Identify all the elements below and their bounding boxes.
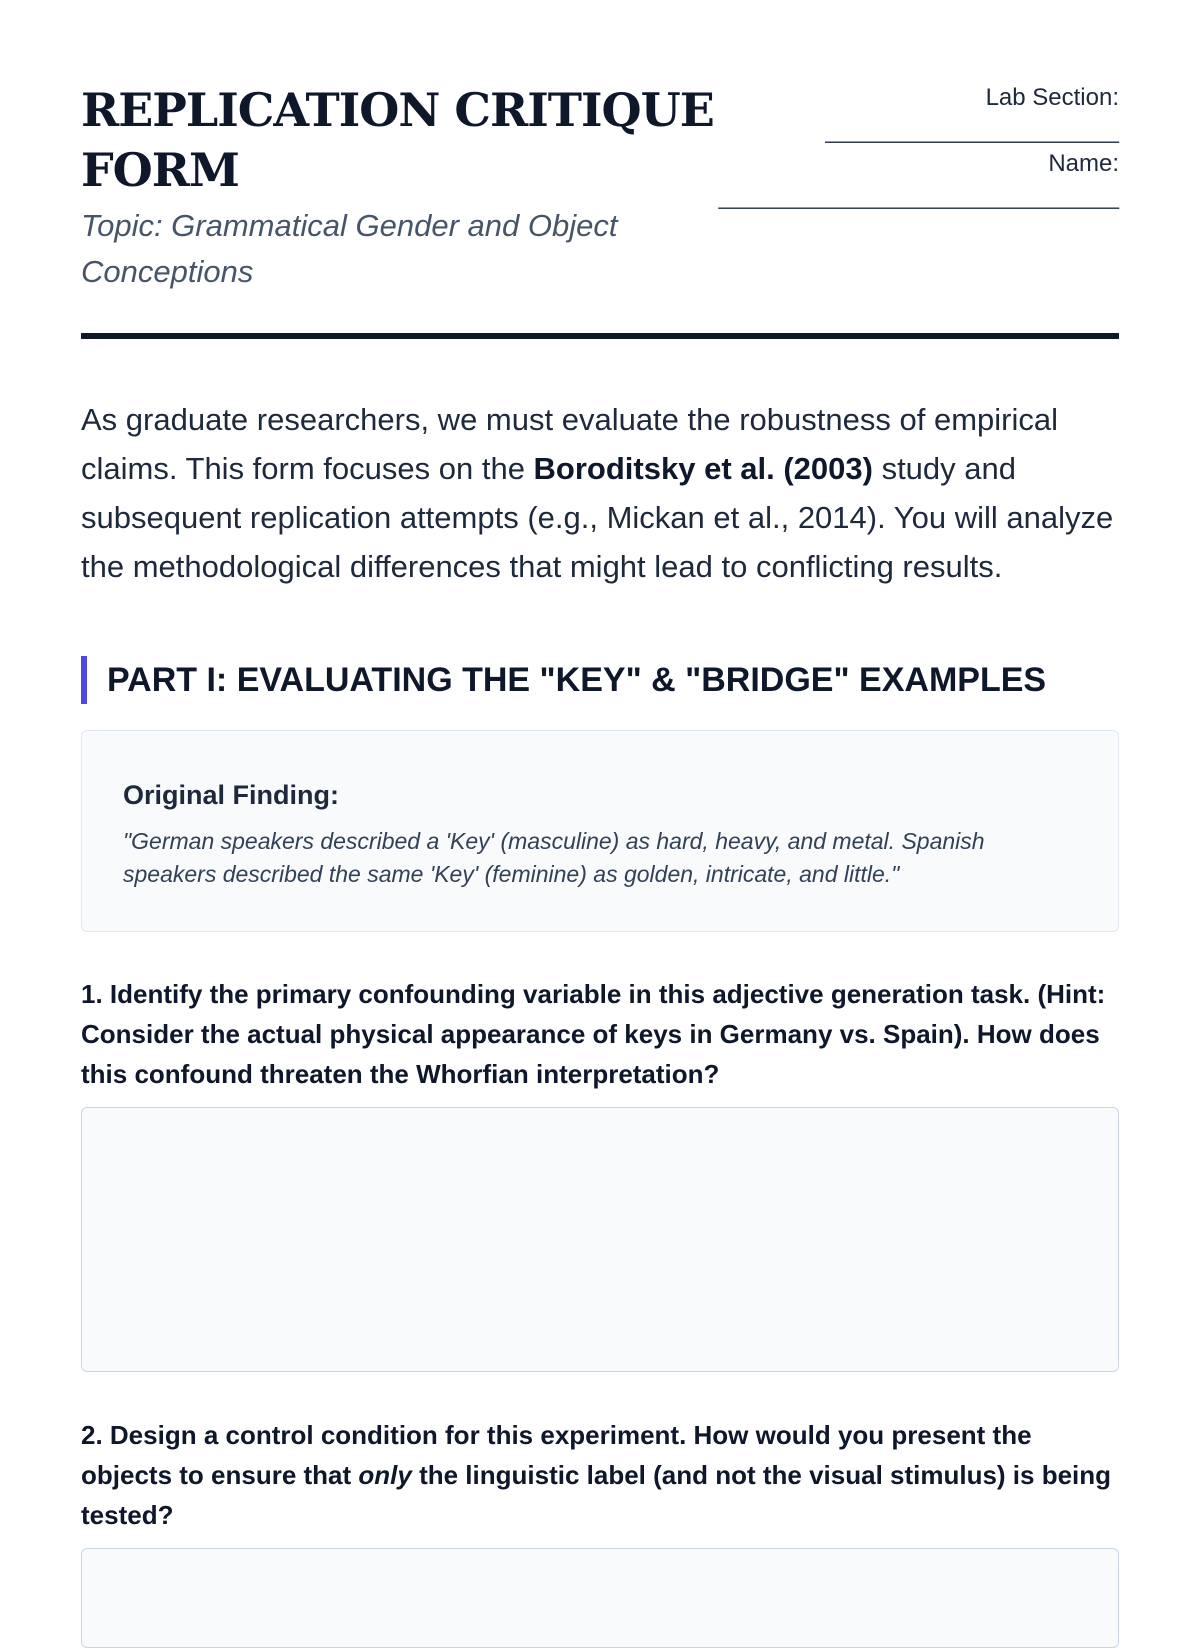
lab-section-field[interactable]: ______________________ <box>825 117 1119 144</box>
original-finding-quote: "German speakers described a 'Key' (masculine) as hard, heavy, and metal. Spanish speakers described the same 'Key' (feminine) as golden, intricate, and little." <box>123 828 985 887</box>
lab-section-label: Lab Section: <box>985 84 1119 111</box>
name-field[interactable]: ______________________________ <box>718 183 1119 210</box>
question-1: 1. Identify the primary confounding variable in this adjective generation task. (Hint: Consider the actual physical appearance of keys in Germany vs. Spain). How does this confound threaten the Whorfian interpretation? <box>81 979 1106 1089</box>
header-divider <box>81 333 1119 339</box>
intro-text-before: As graduate researchers, we must evaluate the robustness of empirical claims. This form focuses on the <box>81 402 1058 486</box>
question-2 <box>81 1415 1119 1535</box>
form-title: REPLICATION CRITIQUE FORM <box>81 83 714 197</box>
answer-2-box[interactable] <box>81 1548 1119 1648</box>
form-header <box>81 0 1119 340</box>
original-finding-label: Original Finding: <box>123 780 339 810</box>
topic-subtitle: Topic: Grammatical Gender and Object Conceptions <box>81 208 618 289</box>
name-label: Name: <box>1048 150 1119 177</box>
original-finding-box <box>81 730 1119 932</box>
intro-citation: Boroditsky et al. (2003) <box>533 451 873 486</box>
question-2-emphasis: only <box>358 1460 412 1490</box>
student-info <box>719 80 1119 212</box>
question-2-text-after: the linguistic label (and not the visual stimulus) is being tested? <box>81 1460 1112 1530</box>
intro-text-after: study and subsequent replication attempts (e.g., Mickan et al., 2014). You will analyze the methodological differences that might lead to conflicting results. <box>81 451 1114 584</box>
part-one-heading: PART I: EVALUATING THE "KEY" & "BRIDGE" EXAMPLES <box>81 656 1119 704</box>
question-2-text-before: 2. Design a control condition for this experiment. How would you present the objects to ensure that <box>81 1420 1032 1490</box>
intro-paragraph <box>81 395 1119 591</box>
answer-1-box[interactable] <box>81 1107 1119 1372</box>
